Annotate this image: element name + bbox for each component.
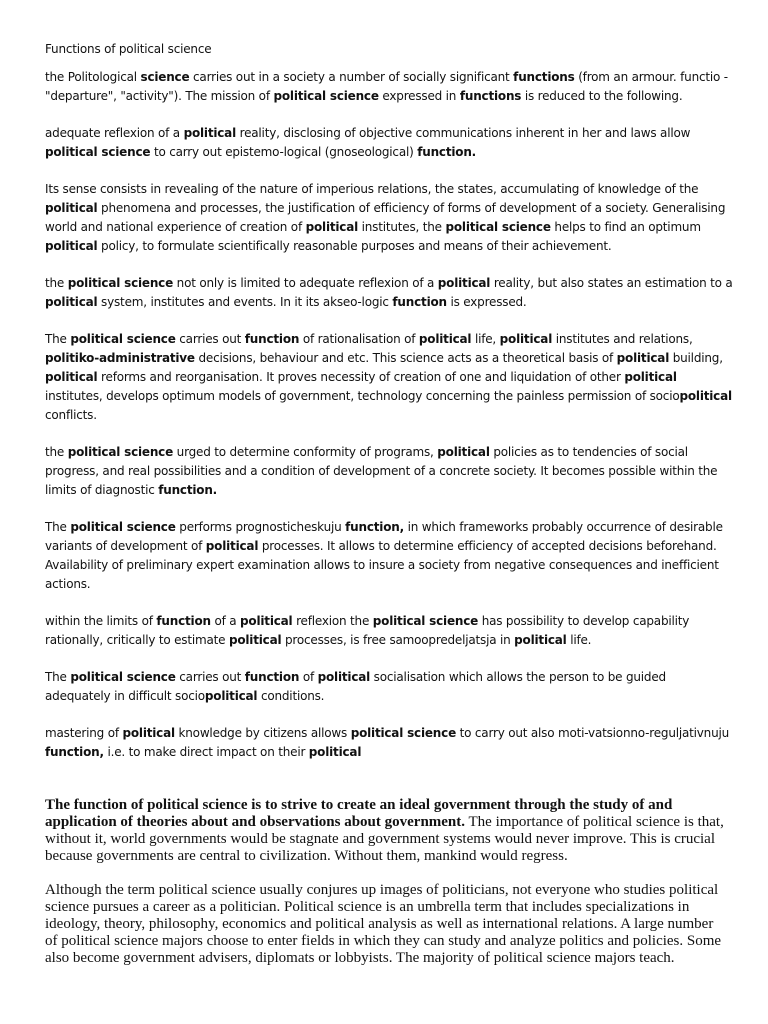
text-run: the Politological	[45, 70, 141, 84]
paragraph-3	[45, 180, 735, 256]
bold-text-run: political science	[70, 332, 176, 346]
paragraph-12	[45, 882, 725, 967]
text-run: life.	[566, 633, 592, 647]
bold-text-run: political	[514, 633, 567, 647]
bold-text-run: function	[244, 332, 300, 346]
text-run: mastering of	[45, 726, 123, 740]
text-run: The importance of political science is that, without it, world governments would be stagnate and government systems would never improve. This is crucial because governments are central to civilization. Without them, mankind would regress.	[45, 814, 724, 864]
bold-text-run: function.	[158, 483, 218, 497]
bold-text-run: political	[45, 295, 98, 309]
paragraph-8	[45, 612, 735, 650]
text-run: knowledge by citizens allows	[174, 726, 351, 740]
bold-text-run: political	[437, 276, 491, 290]
text-run: institutes, develops optimum models of government, technology concerning the painless permission of socio	[45, 389, 680, 403]
bold-text-run: functions	[513, 70, 575, 84]
bold-text-run: political science	[70, 670, 176, 684]
text-run: socialisation which allows the person to be guided adequately in difficult socio	[45, 670, 666, 703]
bold-text-run: political	[204, 689, 258, 703]
paragraph-4	[45, 274, 735, 312]
text-run: conflicts.	[45, 408, 97, 422]
text-run: conditions.	[257, 689, 325, 703]
text-run: is reduced to the following.	[521, 89, 683, 103]
bold-text-run: functions	[459, 89, 522, 103]
bold-text-run: political	[308, 745, 362, 759]
bold-text-run: political	[183, 126, 236, 140]
paragraph-1	[45, 68, 735, 106]
text-run: carries out	[175, 332, 245, 346]
bold-text-run: political science	[67, 445, 174, 459]
bold-text-run: function.	[417, 145, 477, 159]
text-run: adequate reflexion of a	[45, 126, 184, 140]
text-run: the	[45, 276, 68, 290]
bold-text-run: political science	[445, 220, 551, 234]
paragraph-7	[45, 518, 735, 594]
text-run: helps to find an optimum	[550, 220, 701, 234]
text-run: i.e. to make direct impact on their	[103, 745, 309, 759]
text-run: life,	[471, 332, 500, 346]
paragraph-6	[45, 443, 735, 500]
text-run: (from an armour. functio - "departure", "activity"). The mission of	[45, 70, 728, 103]
bold-text-run: politiko-administrative	[45, 351, 195, 365]
text-run: reforms and reorganisation. It proves necessity of creation of one and liquidation of other	[97, 370, 625, 384]
paragraph-9	[45, 668, 735, 706]
text-run: Although the term political science usually conjures up images of politicians, not everyone who studies political science pursues a career as a politician. Political science is an umbrella term that includes specializations in ideology, theory, philosophy, economics and political analysis as well as international relations. A large number of political science majors choose to enter fields in which they can study and analyze politics and policies. Some also become government advisers, diplomats or lobbyists. The majority of political science majors teach.	[45, 882, 722, 966]
paragraph-11	[45, 797, 725, 865]
bold-text-run: science	[140, 70, 190, 84]
bold-text-run: function	[392, 295, 447, 309]
text-run: of a	[210, 614, 241, 628]
text-run: reflexion the	[292, 614, 373, 628]
bold-text-run: political	[616, 351, 670, 365]
bold-text-run: political	[205, 539, 259, 553]
text-run: institutes, the	[358, 220, 446, 234]
bold-text-run: political	[122, 726, 175, 740]
bold-text-run: political	[418, 332, 472, 346]
bold-text-run: political	[240, 614, 293, 628]
paragraph-2	[45, 124, 735, 162]
bold-text-run: political science	[70, 520, 176, 534]
text-run: policies as to tendencies of social progress, and real possibilities and a condition of development of a concrete society. It becomes possible within the limits of diagnostic	[45, 445, 718, 497]
text-run: of rationalisation of	[299, 332, 419, 346]
bold-text-run: political science	[372, 614, 479, 628]
text-run: to carry out epistemo-logical (gnoseological)	[150, 145, 418, 159]
bold-text-run: political	[45, 370, 98, 384]
bold-text-run: The function of political science is to strive to create an ideal government through the study of and application of theories about and observations about government.	[45, 797, 673, 830]
text-run: The	[45, 332, 71, 346]
bold-text-run: political	[624, 370, 677, 384]
document-body	[45, 40, 735, 780]
text-run: processes. It allows to determine efficiency of accepted decisions beforehand. Availability of preliminary expert examination allows to insure a society from negative consequences and inefficient actions.	[45, 539, 719, 591]
text-run: decisions, behaviour and etc. This science acts as a theoretical basis of	[194, 351, 617, 365]
bold-text-run: political	[317, 670, 371, 684]
text-run: urged to determine conformity of programs,	[173, 445, 438, 459]
bold-text-run: political	[305, 220, 359, 234]
bold-text-run: political	[45, 239, 98, 253]
bold-text-run: political	[679, 389, 732, 403]
text-run: not only is limited to adequate reflexion of a	[173, 276, 438, 290]
text-run: has possibility to develop capability rationally, critically to estimate	[45, 614, 690, 647]
text-run: expressed in	[378, 89, 460, 103]
bold-text-run: political	[499, 332, 553, 346]
paragraph-10	[45, 724, 735, 762]
text-run: system, institutes and events. In it its akseo-logic	[97, 295, 393, 309]
text-run: Its sense consists in revealing of the nature of imperious relations, the states, accumulating of knowledge of the	[45, 182, 699, 196]
text-run: within the limits of	[45, 614, 157, 628]
text-run: carries out	[175, 670, 245, 684]
text-run: of	[299, 670, 318, 684]
text-run: the	[45, 445, 68, 459]
bold-text-run: function	[244, 670, 300, 684]
bold-text-run: political science	[350, 726, 457, 740]
bold-text-run: political	[228, 633, 282, 647]
text-run: processes, is free samoopredeljatsja in	[281, 633, 515, 647]
text-run: policy, to formulate scientifically reasonable purposes and means of their achievement.	[97, 239, 612, 253]
bold-text-run: political	[45, 201, 98, 215]
text-run: is expressed.	[446, 295, 527, 309]
text-run: phenomena and processes, the justification of efficiency of forms of development of a society. Generalising world and national experience of creation of	[45, 201, 726, 234]
document-title: Functions of political science	[45, 42, 212, 56]
bold-text-run: function,	[345, 520, 404, 534]
text-run: carries out in a society a number of socially significant	[189, 70, 514, 84]
text-run: reality, disclosing of objective communications inherent in her and laws allow	[236, 126, 691, 140]
text-run: institutes and relations,	[552, 332, 693, 346]
text-run: to carry out also moti-vatsionno-reguljativnuju	[456, 726, 730, 740]
bold-text-run: function	[156, 614, 211, 628]
text-run: reality, but also states an estimation to a	[490, 276, 733, 290]
text-run: The	[45, 520, 71, 534]
text-run: The	[45, 670, 71, 684]
text-run: performs prognosticheskuju	[175, 520, 346, 534]
bold-text-run: function,	[45, 745, 104, 759]
bold-text-run: political science	[273, 89, 379, 103]
paragraph-5	[45, 330, 735, 425]
bold-text-run: political science	[67, 276, 174, 290]
text-run: building,	[669, 351, 723, 365]
bold-text-run: political	[437, 445, 490, 459]
serif-section	[45, 797, 725, 984]
bold-text-run: political science	[45, 145, 151, 159]
text-run: in which frameworks probably occurrence of desirable variants of development of	[45, 520, 723, 553]
